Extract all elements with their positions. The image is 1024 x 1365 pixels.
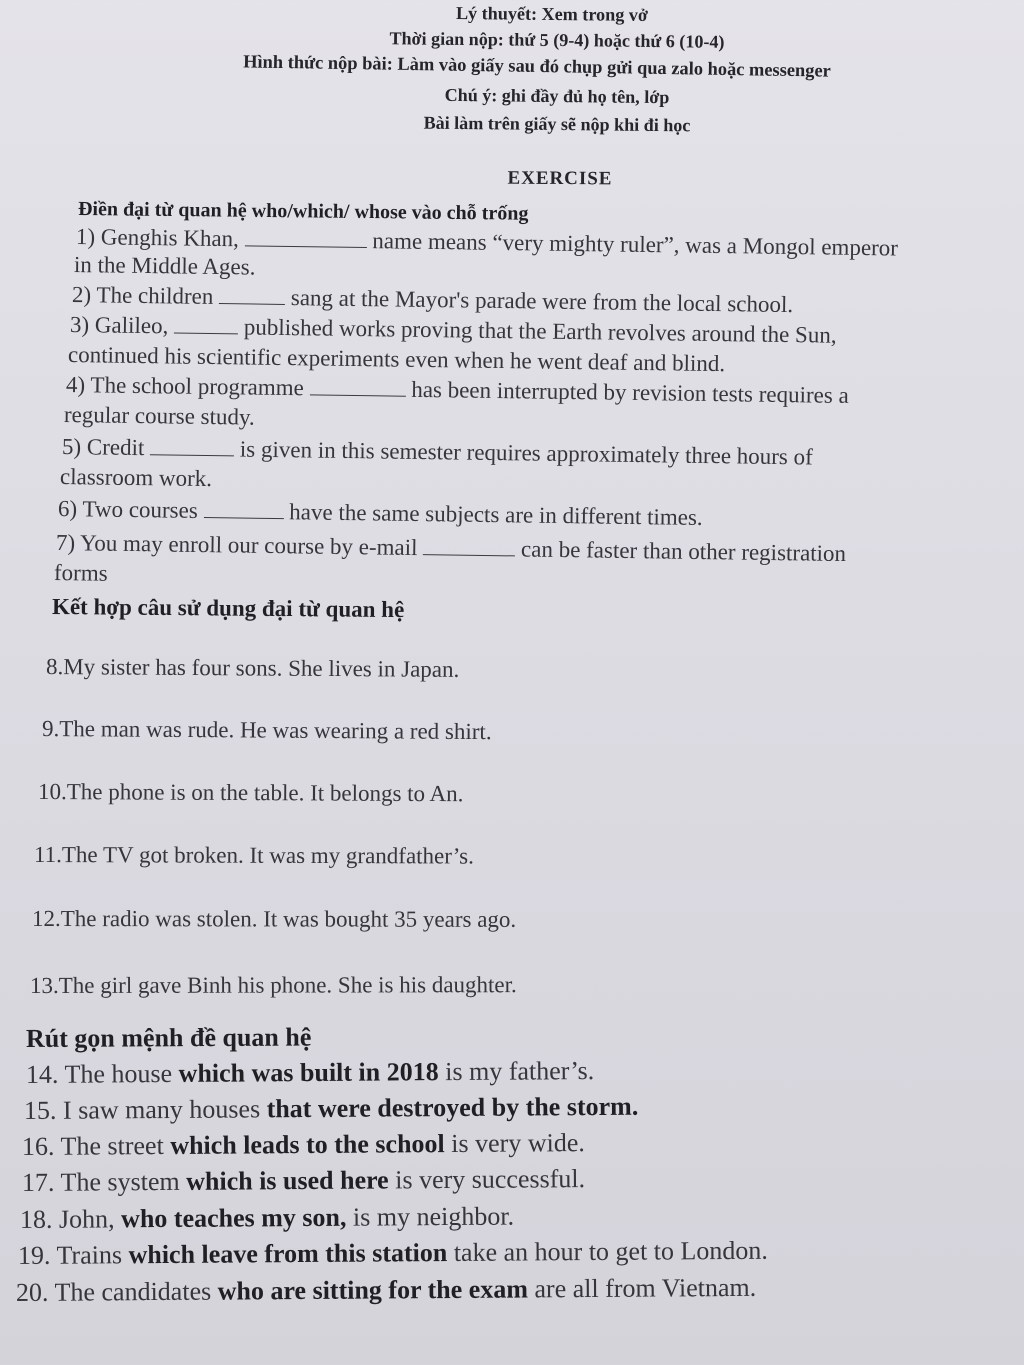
- question-7: [56, 530, 846, 567]
- question-20: [16, 1273, 756, 1308]
- question-5-end: is given in this semester requires approximately three hours of: [239, 436, 813, 470]
- deadline-note: Thời gian nộp: thứ 5 (9-4) hoặc thứ 6 (10-4): [389, 28, 725, 52]
- relative-clause: which was built in 2018: [178, 1057, 439, 1088]
- question-16: [22, 1128, 585, 1162]
- question-19-end: take an hour to get to London.: [447, 1235, 768, 1268]
- submission-method-note: Hình thức nộp bài: Làm vào giấy sau đó chụp gửi qua zalo hoặc messenger: [243, 51, 831, 81]
- question-14-end: is my father’s.: [438, 1056, 595, 1087]
- exercise-title: EXERCISE: [507, 167, 613, 190]
- question-6: [58, 496, 703, 531]
- relative-clause: who are sitting for the exam: [217, 1274, 529, 1306]
- question-20-end: are all from Vietnam.: [527, 1272, 757, 1304]
- relative-clause: which leave from this station: [128, 1238, 448, 1270]
- question-19-start: 19. Trains: [17, 1240, 129, 1270]
- question-6-end: have the same subjects are in different times.: [289, 499, 703, 531]
- question-1-cont: in the Middle Ages.: [73, 252, 256, 280]
- question-14: [26, 1056, 594, 1090]
- answer-blank: [150, 436, 234, 456]
- attention-note: Chú ý: ghi đầy đủ họ tên, lớp: [444, 84, 670, 108]
- question-2-end: sang at the Mayor's parade were from the local school.: [290, 285, 794, 318]
- answer-blank: [309, 376, 405, 396]
- answer-blank: [174, 314, 238, 334]
- question-8: 8.My sister has four sons. She lives in Japan.: [45, 654, 460, 682]
- section1-heading: Điền đại từ quan hệ who/which/ whose vào chỗ trống: [77, 198, 529, 225]
- paper-submission-note: Bài làm trên giấy sẽ nộp khi đi học: [423, 112, 691, 136]
- question-18: [20, 1202, 514, 1235]
- question-10: 10.The phone is on the table. It belongs to An.: [37, 779, 464, 807]
- question-14-start: 14. The house: [25, 1058, 179, 1089]
- question-15: [24, 1092, 638, 1126]
- relative-clause: who teaches my son,: [121, 1202, 347, 1234]
- question-20-start: 20. The candidates: [15, 1276, 218, 1307]
- question-9: 9.The man was rude. He was wearing a red shirt.: [41, 716, 492, 745]
- question-7-end: can be faster than other registration: [520, 536, 847, 567]
- question-17-end: is very successful.: [388, 1164, 586, 1195]
- question-1-start: 1) Genghis Khan,: [75, 224, 240, 252]
- question-16-end: is very wide.: [444, 1128, 585, 1159]
- question-12: 12.The radio was stolen. It was bought 35 years ago.: [31, 906, 517, 932]
- question-3-cont: continued his scientific experiments even when he went deaf and blind.: [67, 342, 726, 377]
- question-11: 11.The TV got broken. It was my grandfather’s.: [33, 842, 474, 869]
- answer-blank: [203, 499, 283, 519]
- section3-heading: Rút gọn mệnh đề quan hệ: [25, 1022, 312, 1053]
- question-7-start: 7) You may enroll our course by e-mail: [55, 530, 418, 561]
- question-2-start: 2) The children: [71, 282, 214, 309]
- question-6-start: 6) Two courses: [57, 496, 198, 523]
- relative-clause: which leads to the school: [170, 1129, 445, 1160]
- question-1-end: name means “very mighty ruler”, was a Mongol emperor: [372, 228, 899, 261]
- question-13: 13.The girl gave Binh his phone. She is his daughter.: [29, 972, 517, 998]
- section2-heading: Kết hợp câu sử dụng đại từ quan hệ: [51, 594, 405, 623]
- question-4-start: 4) The school programme: [65, 372, 304, 401]
- answer-blank: [219, 285, 285, 305]
- question-7-cont: forms: [53, 560, 108, 586]
- question-17: [22, 1164, 585, 1198]
- question-4-end: has been interrupted by revision tests requires a: [411, 376, 849, 408]
- question-5-cont: classroom work.: [59, 464, 213, 492]
- question-4-cont: regular course study.: [63, 402, 255, 430]
- question-18-end: is my neighbor.: [346, 1201, 515, 1232]
- question-16-start: 16. The street: [21, 1130, 171, 1161]
- question-19: [18, 1236, 768, 1271]
- relative-clause: that were destroyed by the storm.: [266, 1091, 639, 1124]
- question-17-start: 17. The system: [21, 1166, 187, 1197]
- answer-blank: [423, 536, 515, 556]
- theory-note: Lý thuyết: Xem trong vở: [455, 2, 649, 26]
- answer-blank: [245, 227, 367, 248]
- question-15-start: 15. I saw many houses: [23, 1094, 267, 1125]
- question-18-start: 18. John,: [19, 1204, 122, 1234]
- question-3-start: 3) Galileo,: [69, 312, 169, 339]
- question-5-start: 5) Credit: [61, 434, 145, 461]
- question-3-end: published works proving that the Earth revolves around the Sun,: [243, 314, 837, 348]
- relative-clause: which is used here: [186, 1165, 389, 1196]
